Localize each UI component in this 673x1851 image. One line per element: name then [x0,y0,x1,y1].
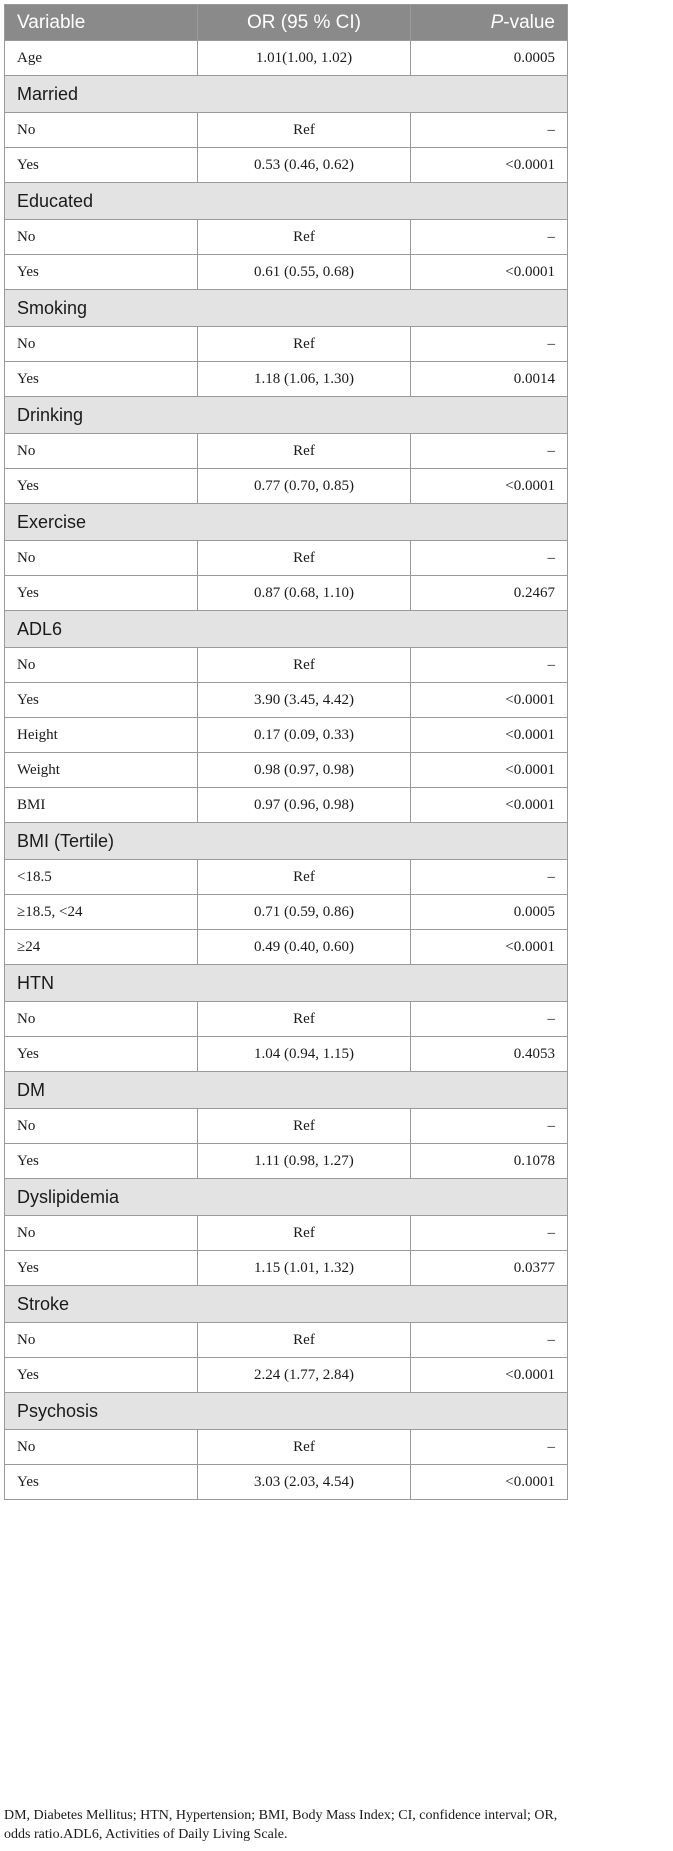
p-value-cell: <0.0001 [411,788,568,823]
p-value-cell: <0.0001 [411,683,568,718]
p-value-cell: – [411,434,568,469]
p-value-cell: <0.0001 [411,1358,568,1393]
odds-ratio-cell: 0.87 (0.68, 1.10) [198,576,411,611]
row-label: Yes [5,1465,198,1500]
odds-ratio-cell: 0.53 (0.46, 0.62) [198,148,411,183]
row-label: Yes [5,1251,198,1286]
row-label: Yes [5,148,198,183]
odds-ratio-cell: 3.90 (3.45, 4.42) [198,683,411,718]
row-label: Yes [5,469,198,504]
row-label: Age [5,41,198,76]
row-label: No [5,648,198,683]
odds-ratio-cell: Ref [198,648,411,683]
table-row [5,1109,568,1144]
header-p-italic: P [490,11,504,33]
group-row [5,290,568,327]
group-row [5,1286,568,1323]
p-value-cell: <0.0001 [411,469,568,504]
odds-ratio-cell: Ref [198,1216,411,1251]
odds-ratio-cell: 1.15 (1.01, 1.32) [198,1251,411,1286]
table-row [5,860,568,895]
row-label: Yes [5,1358,198,1393]
row-label: Yes [5,1037,198,1072]
odds-ratio-cell: Ref [198,434,411,469]
row-label: Yes [5,255,198,290]
group-label: Dyslipidemia [5,1179,568,1216]
odds-ratio-cell: 0.49 (0.40, 0.60) [198,930,411,965]
group-label: Drinking [5,397,568,434]
table-row [5,648,568,683]
p-value-cell: – [411,327,568,362]
p-value-cell: <0.0001 [411,930,568,965]
odds-ratio-cell: 1.01(1.00, 1.02) [198,41,411,76]
row-label: No [5,1430,198,1465]
odds-ratio-cell: Ref [198,220,411,255]
p-value-cell: – [411,648,568,683]
p-value-cell: 0.0005 [411,895,568,930]
row-label: No [5,434,198,469]
header-p-value [411,5,568,41]
group-label: ADL6 [5,611,568,648]
p-value-cell: – [411,1430,568,1465]
row-label: No [5,1109,198,1144]
row-label: No [5,1002,198,1037]
row-label: No [5,1323,198,1358]
odds-ratio-cell: Ref [198,1323,411,1358]
p-value-cell: 0.4053 [411,1037,568,1072]
header-odds-ratio: OR (95 % CI) [198,5,411,41]
table-row [5,576,568,611]
table-header-row [5,5,568,41]
odds-ratio-cell: 0.97 (0.96, 0.98) [198,788,411,823]
group-label: Educated [5,183,568,220]
p-value-cell: – [411,860,568,895]
table-row [5,255,568,290]
odds-ratio-cell: 0.71 (0.59, 0.86) [198,895,411,930]
odds-ratio-cell: 0.17 (0.09, 0.33) [198,718,411,753]
table-row [5,1037,568,1072]
odds-ratio-cell: Ref [198,1109,411,1144]
odds-ratio-cell: Ref [198,113,411,148]
row-label: BMI [5,788,198,823]
table-row [5,930,568,965]
odds-ratio-cell: 1.18 (1.06, 1.30) [198,362,411,397]
odds-ratio-cell: Ref [198,541,411,576]
group-label: Psychosis [5,1393,568,1430]
table-row [5,718,568,753]
p-value-cell: <0.0001 [411,718,568,753]
p-value-cell: 0.0014 [411,362,568,397]
p-value-cell: 0.0005 [411,41,568,76]
odds-ratio-cell: Ref [198,327,411,362]
row-label: Yes [5,1144,198,1179]
table-row [5,1144,568,1179]
table-row [5,434,568,469]
odds-ratio-table [4,4,568,1500]
table-row [5,1002,568,1037]
table-row [5,41,568,76]
p-value-cell: – [411,1216,568,1251]
odds-ratio-cell: 0.98 (0.97, 0.98) [198,753,411,788]
group-row [5,1179,568,1216]
table-row [5,1465,568,1500]
row-label: Weight [5,753,198,788]
table-row [5,1430,568,1465]
table-row [5,895,568,930]
table-row [5,1323,568,1358]
p-value-cell: – [411,113,568,148]
group-label: Stroke [5,1286,568,1323]
row-label: No [5,1216,198,1251]
table-row [5,683,568,718]
group-row [5,504,568,541]
row-label: No [5,113,198,148]
group-label: HTN [5,965,568,1002]
row-label: ≥18.5, <24 [5,895,198,930]
row-label: Yes [5,576,198,611]
p-value-cell: <0.0001 [411,1465,568,1500]
row-label: <18.5 [5,860,198,895]
table-row [5,788,568,823]
odds-ratio-cell: 3.03 (2.03, 4.54) [198,1465,411,1500]
group-row [5,1072,568,1109]
odds-ratio-cell: Ref [198,860,411,895]
group-row [5,397,568,434]
p-value-cell: – [411,1002,568,1037]
p-value-cell: – [411,541,568,576]
row-label: No [5,541,198,576]
group-label: Married [5,76,568,113]
group-row [5,1393,568,1430]
row-label: No [5,327,198,362]
odds-ratio-cell: Ref [198,1002,411,1037]
p-value-cell: – [411,220,568,255]
table-row [5,148,568,183]
row-label: Height [5,718,198,753]
table-row [5,220,568,255]
p-value-cell: <0.0001 [411,148,568,183]
row-label: No [5,220,198,255]
p-value-cell: 0.0377 [411,1251,568,1286]
odds-ratio-cell: 1.04 (0.94, 1.15) [198,1037,411,1072]
odds-ratio-cell: Ref [198,1430,411,1465]
group-row [5,183,568,220]
header-p-rest: -value [503,11,555,33]
header-variable: Variable [5,5,198,41]
table-row [5,113,568,148]
p-value-cell: – [411,1109,568,1144]
table-row [5,362,568,397]
row-label: ≥24 [5,930,198,965]
group-row [5,823,568,860]
table-row [5,1216,568,1251]
table-row [5,1251,568,1286]
group-label: DM [5,1072,568,1109]
table-row [5,753,568,788]
table-footnote: DM, Diabetes Mellitus; HTN, Hypertension; BMI, Body Mass Index; CI, confidence interval; OR, odds ratio.ADL6, Activities of Daily Living Scale. [4,1808,558,1842]
p-value-cell: – [411,1323,568,1358]
odds-ratio-cell: 1.11 (0.98, 1.27) [198,1144,411,1179]
odds-ratio-cell: 0.61 (0.55, 0.68) [198,255,411,290]
p-value-cell: 0.2467 [411,576,568,611]
p-value-cell: 0.1078 [411,1144,568,1179]
group-label: Exercise [5,504,568,541]
table-body [5,41,568,1500]
group-label: Smoking [5,290,568,327]
odds-ratio-cell: 2.24 (1.77, 2.84) [198,1358,411,1393]
odds-ratio-cell: 0.77 (0.70, 0.85) [198,469,411,504]
table-row [5,327,568,362]
row-label: Yes [5,362,198,397]
table-row [5,469,568,504]
group-row [5,76,568,113]
row-label: Yes [5,683,198,718]
table-row [5,541,568,576]
p-value-cell: <0.0001 [411,753,568,788]
group-label: BMI (Tertile) [5,823,568,860]
p-value-cell: <0.0001 [411,255,568,290]
group-row [5,965,568,1002]
group-row [5,611,568,648]
table-row [5,1358,568,1393]
